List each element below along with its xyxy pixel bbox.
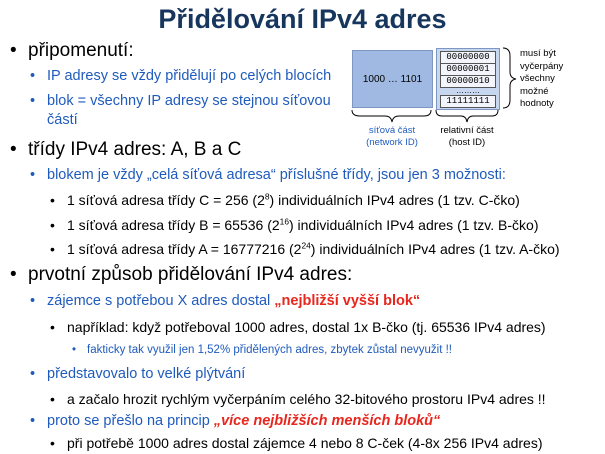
- network-part-label: [350, 125, 434, 149]
- l8-post: ) individuálních IPv4 adres (1 tzv. A-čko): [310, 241, 560, 257]
- l10-emphasis: „nejbližší vyšší blok“: [274, 293, 421, 309]
- network-label-line: (network ID): [366, 137, 418, 148]
- bullet-dot: •: [30, 68, 36, 84]
- bullet-l10: [47, 293, 420, 309]
- bullet-l15: [47, 413, 440, 429]
- host-value: 00000001: [440, 63, 496, 76]
- network-value: 1000 … 1101: [362, 73, 423, 85]
- side-label: [520, 48, 563, 111]
- network-label-line: síťová část: [368, 125, 416, 136]
- l7-post: ) individuálních IPv4 adres (1 tzv. B-čko): [288, 217, 539, 233]
- bullet-l12: fakticky tak využil jen 1,52% přidělených adres, zbytek zůstal nevyužit !!: [87, 344, 452, 356]
- bullet-dot: •: [30, 167, 36, 183]
- bullet-dot: •: [10, 139, 17, 160]
- slide-title: Přidělování IPv4 adres: [158, 4, 447, 34]
- host-part-label: [432, 125, 502, 149]
- bullet-dot: •: [30, 413, 36, 429]
- bullet-dot: •: [10, 264, 17, 285]
- side-label-line: možné: [520, 85, 549, 97]
- bullet-l6: [67, 192, 520, 208]
- host-brace: [436, 110, 498, 122]
- host-ellipsis: ………: [456, 86, 480, 95]
- bullet-dot: •: [50, 192, 55, 208]
- bullet-dot: •: [10, 40, 17, 61]
- bullet-l11: například: když potřeboval 1000 adres, dostal 1x B-čko (tj. 65536 IPv4 adres): [67, 319, 546, 335]
- l6-sup: 8: [264, 191, 270, 202]
- l8-sup: 24: [301, 240, 311, 251]
- bullet-l9: prvotní způsob přidělování IPv4 adres:: [28, 264, 353, 285]
- bullet-dot: •: [50, 319, 55, 335]
- bullet-l3a: blok = všechny IP adresy se stejnou síťovou: [47, 93, 331, 109]
- bullet-l13: představovalo to velké plýtvání: [47, 366, 246, 382]
- side-label-line: musí být: [520, 48, 556, 59]
- host-value: 00000010: [440, 75, 496, 88]
- host-value: 11111111: [440, 95, 496, 108]
- host-label-line: relativní část: [440, 125, 494, 136]
- bullet-dot: •: [30, 293, 36, 309]
- bullet-l8: [67, 241, 560, 257]
- l6-pre: 1 síťová adresa třídy C = 256 (2: [67, 192, 265, 208]
- bullet-l3b: částí: [47, 112, 78, 128]
- l7-sup: 16: [279, 216, 289, 227]
- host-value: 00000000: [440, 51, 496, 64]
- l15-emphasis: „více nejbližších menších bloků“: [213, 413, 441, 429]
- l7-pre: 1 síťová adresa třídy B = 65536 (2: [67, 217, 280, 233]
- bullet-l4: třídy IPv4 adres: A, B a C: [28, 139, 242, 160]
- bullet-l16: při potřebě 1000 adres dostal zájemce 4 nebo 8 C-ček (4-8x 256 IPv4 adres): [67, 435, 543, 451]
- bullet-l2: IP adresy se vždy přidělují po celých blocích: [47, 68, 332, 84]
- bullet-dot: •: [30, 93, 36, 109]
- bullet-l14: a začalo hrozit rychlým vyčerpáním celého 32-bitového prostoru IPv4 adres !!: [67, 391, 546, 407]
- bullet-l7: [67, 217, 539, 233]
- bullet-dot: •: [50, 391, 55, 407]
- bullet-dot: •: [72, 344, 77, 356]
- l8-pre: 1 síťová adresa třídy A = 16777216 (2: [67, 241, 302, 257]
- side-label-line: všechny: [520, 73, 555, 84]
- l15-pre: proto se přešlo na princip: [47, 413, 214, 429]
- network-brace: [352, 110, 431, 122]
- side-label-line: vyčerpány: [520, 60, 564, 72]
- bullet-l5: blokem je vždy „celá síťová adresa“ příslušné třídy, jsou jen 3 možnosti:: [47, 167, 506, 183]
- bullet-dot: •: [50, 241, 55, 257]
- bullet-dot: •: [50, 435, 55, 451]
- values-brace: [503, 48, 516, 108]
- l6-post: ) individuálních IPv4 adres (1 tzv. C-čko): [269, 192, 520, 208]
- side-label-line: hodnoty: [520, 98, 554, 109]
- bullet-dot: •: [50, 217, 55, 233]
- host-label-line: (host ID): [448, 137, 486, 148]
- l10-pre: zájemce s potřebou X adres dostal: [47, 293, 275, 309]
- bullet-dot: •: [30, 366, 36, 382]
- bullet-l1: připomenutí:: [28, 40, 134, 61]
